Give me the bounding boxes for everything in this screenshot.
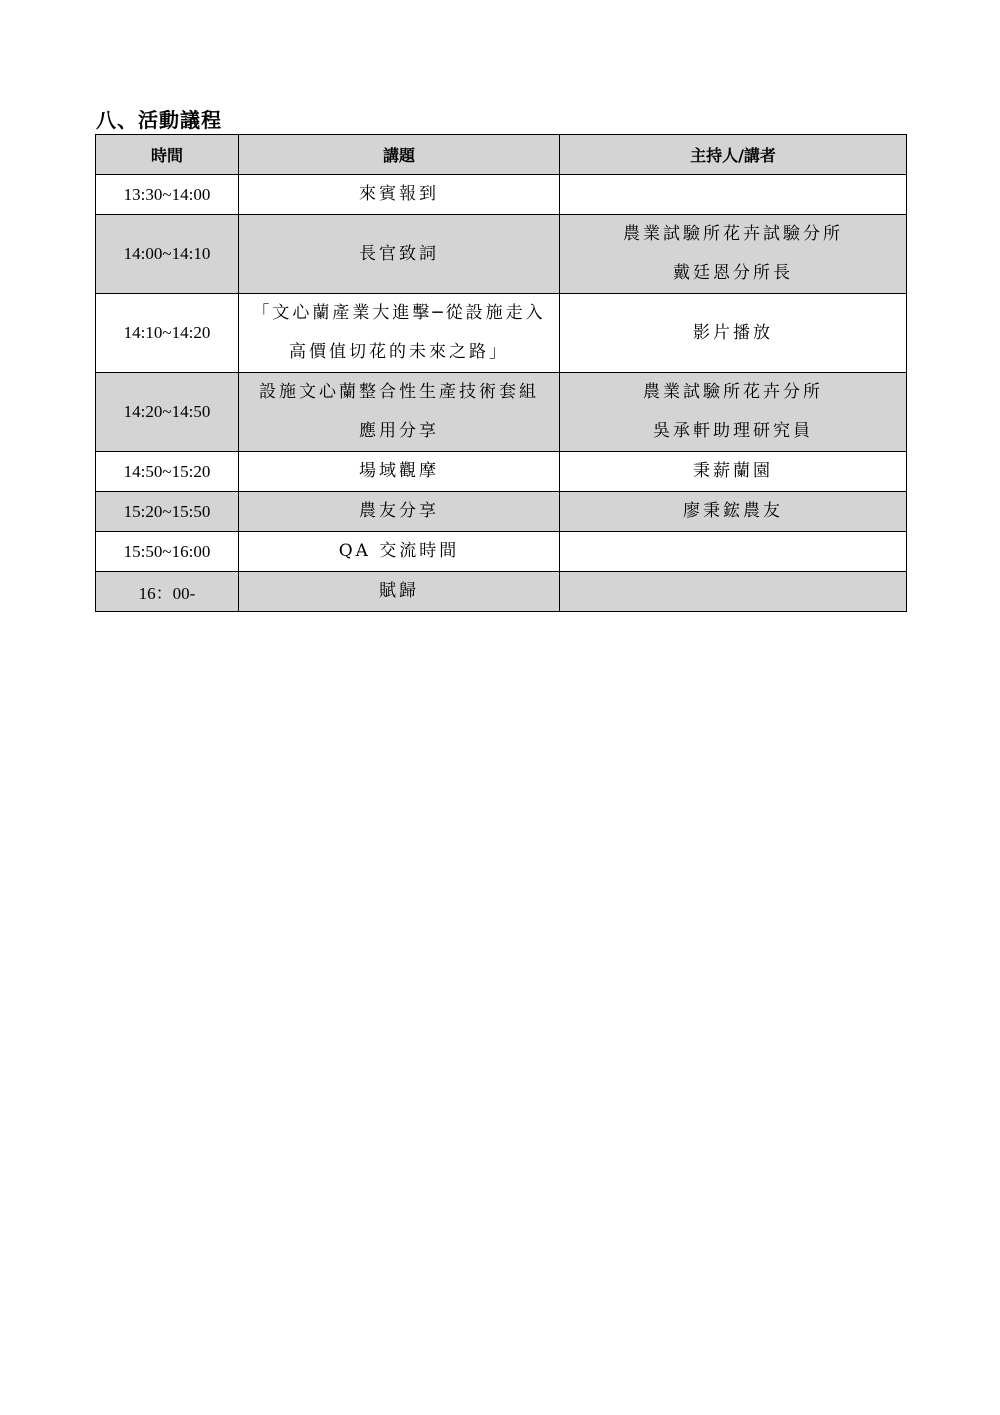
topic-line: 高價值切花的未來之路」 <box>289 342 509 362</box>
table-header-row <box>96 135 907 175</box>
header-time: 時間 <box>96 135 239 175</box>
header-host: 主持人/講者 <box>560 135 907 175</box>
host-cell <box>560 492 907 532</box>
table-row <box>96 175 907 215</box>
section-title: 八、活動議程 <box>96 108 222 132</box>
topic-cell <box>239 452 560 492</box>
host-line: 戴廷恩分所長 <box>673 263 793 283</box>
host-cell <box>560 572 907 612</box>
host-cell <box>560 452 907 492</box>
topic-cell <box>239 572 560 612</box>
topic-line: 賦歸 <box>379 581 419 601</box>
host-cell <box>560 532 907 572</box>
topic-line: 應用分享 <box>359 421 439 441</box>
host-cell <box>560 175 907 215</box>
table-row <box>96 215 907 294</box>
topic-line: 農友分享 <box>359 501 439 521</box>
topic-line: 來賓報到 <box>359 184 439 204</box>
host-cell <box>560 215 907 294</box>
topic-line: 長官致詞 <box>359 243 439 264</box>
time-cell: 14:50~15:20 <box>96 452 239 492</box>
host-line: 農業試驗所花卉試驗分所 <box>623 224 843 244</box>
table-row <box>96 532 907 572</box>
time-cell: 13:30~14:00 <box>96 175 239 215</box>
topic-line: QA 交流時間 <box>338 541 460 561</box>
table-row <box>96 373 907 452</box>
table-row <box>96 294 907 373</box>
table-row <box>96 572 907 612</box>
topic-cell <box>239 294 560 373</box>
time-cell: 15:20~15:50 <box>96 492 239 532</box>
time-cell: 15:50~16:00 <box>96 532 239 572</box>
topic-cell <box>239 175 560 215</box>
header-topic: 講題 <box>239 135 560 175</box>
time-cell: 16：00- <box>96 572 239 612</box>
agenda-table <box>95 134 907 612</box>
topic-line: 「文心蘭產業大進擊─從設施走入 <box>252 303 546 323</box>
topic-cell <box>239 532 560 572</box>
topic-line: 場域觀摩 <box>359 461 439 481</box>
topic-cell <box>239 373 560 452</box>
topic-line: 設施文心蘭整合性生產技術套組 <box>259 382 539 402</box>
host-line: 影片播放 <box>693 322 773 343</box>
time-cell: 14:00~14:10 <box>96 215 239 294</box>
host-cell <box>560 294 907 373</box>
host-line: 吳承軒助理研究員 <box>653 421 813 441</box>
time-cell: 14:10~14:20 <box>96 294 239 373</box>
table-row <box>96 452 907 492</box>
host-line: 廖秉鋐農友 <box>683 501 783 521</box>
topic-cell <box>239 215 560 294</box>
host-line: 農業試驗所花卉分所 <box>643 382 823 402</box>
topic-cell <box>239 492 560 532</box>
table-row <box>96 492 907 532</box>
host-cell <box>560 373 907 452</box>
host-line: 秉薪蘭園 <box>693 461 773 481</box>
time-cell: 14:20~14:50 <box>96 373 239 452</box>
